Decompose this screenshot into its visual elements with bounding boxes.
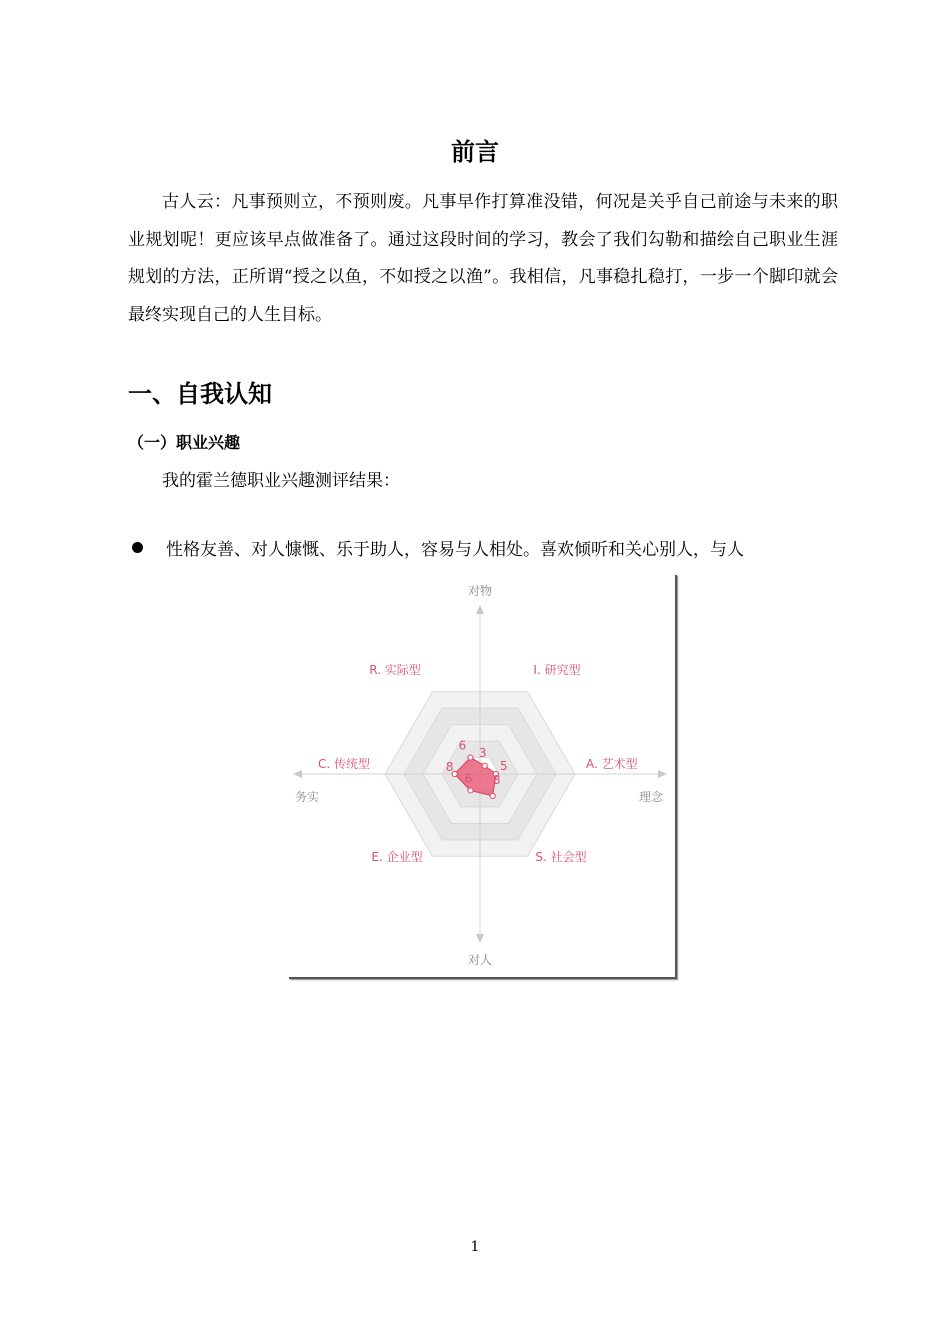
category-label: R. 实际型 [369,663,421,677]
axis-label-bottom: 对人 [467,953,493,967]
category-label: S. 社会型 [535,850,587,864]
bullet-text: 性格友善、对人慷慨、乐于助人，容易与人相处。喜欢倾听和关心别人，与人 [166,540,744,560]
subsection-heading: （一）职业兴趣 [128,433,241,452]
category-label: A. 艺术型 [586,757,638,771]
bullet-item [128,535,838,560]
holland-intro-text: 我的霍兰德职业兴趣测评结果： [162,471,400,491]
axis-label-right: 理念 [638,790,664,804]
data-value-label: 6 [458,738,467,753]
data-point [468,755,473,760]
data-value-label: 8 [445,760,454,774]
category-label: E. 企业型 [371,850,423,864]
arrow-up-icon [476,605,484,614]
data-value-label: 3 [478,745,487,760]
axis-label-left: 务实 [294,790,320,804]
data-value-label: 5 [500,759,508,773]
intro-paragraph: 古人云：凡事预则立，不预则废。凡事早作打算准没错，何况是关乎自己前途与未来的职业规划呢！更应该早点做准备了。通过这段时间的学习，教会了我们勾勒和描绘自己职业生涯规划的方法，正所谓“授之以鱼，不如授之以渔”。我相信，凡事稳扎稳打，一步一个脚印就会最终实现自己的人生目标。 [128,192,838,325]
data-point [468,788,473,793]
arrow-left-icon [293,770,302,778]
radar-svg [287,573,675,977]
page-title: 前言 [451,138,499,166]
arrow-right-icon [658,770,667,778]
arrow-down-icon [476,934,484,943]
data-point [490,793,495,798]
data-point [482,763,487,768]
data-value-label: 8 [492,772,501,787]
holland-radar-chart [287,573,675,977]
bullet-dot-icon [132,542,143,553]
data-value-label: 6 [464,771,473,786]
axis-label-top: 对物 [467,584,493,598]
page-number: 1 [470,1239,480,1255]
category-label: C. 传统型 [317,757,370,771]
section-heading: 一、自我认知 [128,380,272,408]
category-label: I. 研究型 [533,663,581,677]
